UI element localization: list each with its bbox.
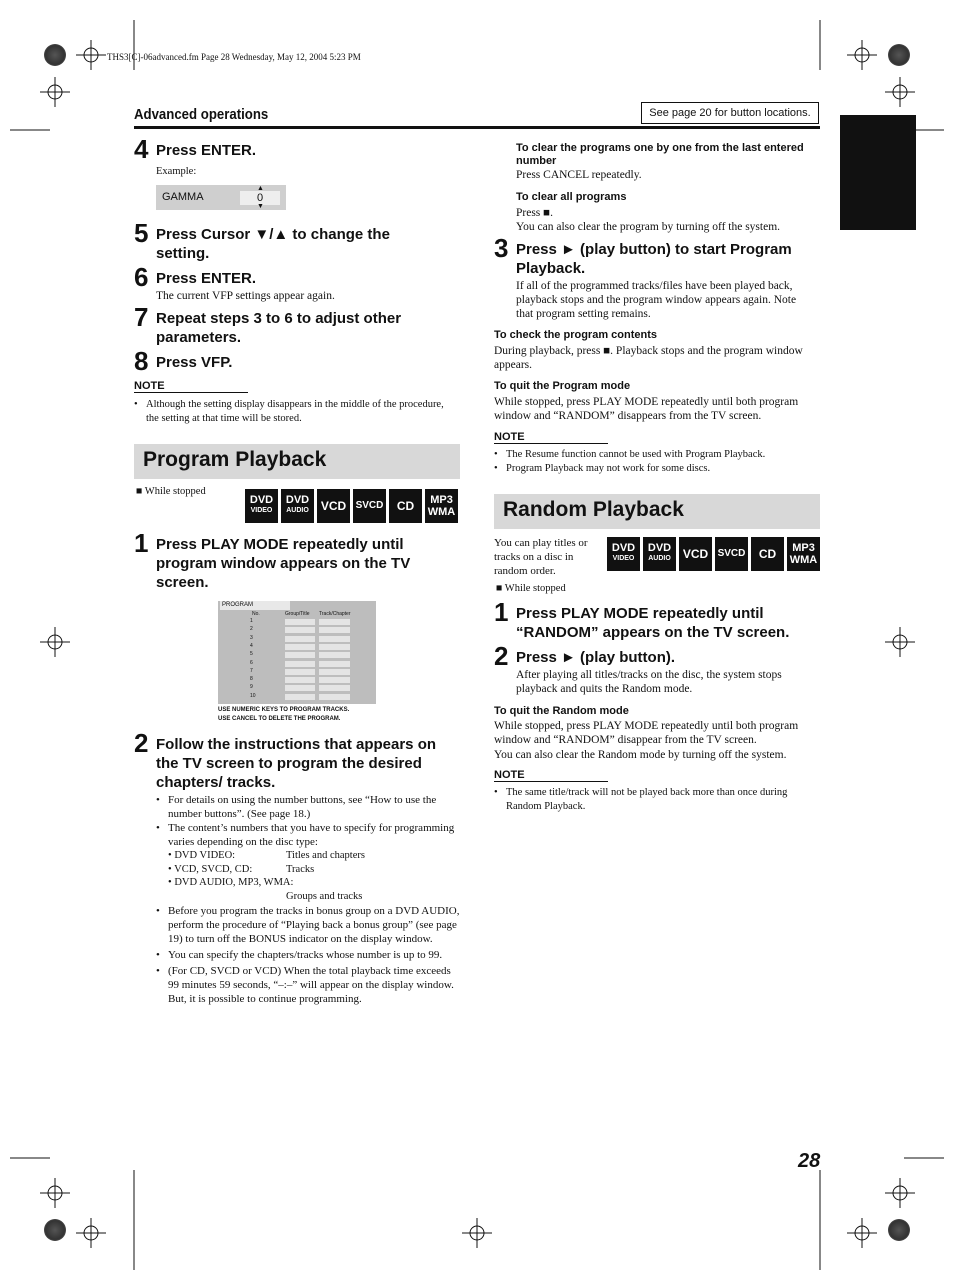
- step-number: 6: [134, 262, 149, 292]
- button-locations-note: See page 20 for button locations.: [641, 102, 819, 124]
- instruction-item: • Before you program the tracks in bonus group on a DVD AUDIO, perform the procedure of “Playing back a bonus group” (see page 19) to turn off the BONUS indicator on the display window.: [156, 904, 461, 946]
- program-footer-line: USE NUMERIC KEYS TO PROGRAM TRACKS.: [218, 707, 350, 713]
- step-number: 1: [494, 597, 509, 627]
- program-row-number: 3: [250, 634, 253, 641]
- header-rule: [134, 126, 820, 129]
- step-text: Press VFP.: [156, 354, 233, 371]
- program-track-cell: [319, 644, 350, 650]
- dvd-audio-icon: DVD AUDIO: [281, 489, 314, 523]
- program-track-cell: [319, 669, 350, 675]
- program-row-number: 2: [250, 626, 253, 633]
- program-row-number: 8: [250, 676, 253, 683]
- vcd-icon: VCD: [679, 537, 712, 571]
- step-number: 1: [134, 528, 149, 558]
- note-item: • The same title/track will not be played back more than once during Random Playback.: [494, 786, 820, 813]
- program-group-cell: [285, 619, 315, 625]
- language-label: English: [852, 232, 869, 287]
- program-group-cell: [285, 636, 315, 642]
- step-text: Press ► (play button).: [516, 649, 676, 666]
- step-text: Press PLAY MODE repeatedly until program window appears on the TV screen.: [156, 536, 411, 591]
- step-subtext: After playing all titles/tracks on the disc, the system stops playback and quits the Random mode.: [516, 669, 782, 695]
- page-number: 28: [798, 1150, 821, 1172]
- note-list: [494, 448, 820, 475]
- program-screen: [218, 601, 376, 704]
- note-item: • Although the setting display disappears in the middle of the procedure, the setting at that time will be stored.: [134, 398, 444, 425]
- random-playback-title: Random Playback: [503, 498, 684, 521]
- down-arrow-icon: ▼: [257, 202, 264, 210]
- quit-random-body: While stopped, press PLAY MODE repeatedly until both program window and “RANDOM” disappear from the TV screen.: [494, 720, 799, 746]
- instruction-item: • For details on using the number buttons, see “How to use the number buttons”. (See page 18.): [156, 793, 461, 821]
- program-track-cell: [319, 694, 350, 700]
- instruction-item: • The content’s numbers that you have to specify for programming varies depending on the disc type:: [156, 821, 461, 849]
- program-footer: [218, 706, 349, 724]
- random-intro: You can play titles or tracks on a disc in random order.: [494, 537, 588, 577]
- gamma-value: 0: [240, 191, 280, 205]
- quit-random-body: You can also clear the Random mode by turning off the system.: [494, 749, 787, 761]
- gamma-label: GAMMA: [162, 191, 204, 203]
- note-label: NOTE: [134, 380, 248, 393]
- dvd-audio-icon: DVD AUDIO: [643, 537, 676, 571]
- quit-program-body: While stopped, press PLAY MODE repeatedly until both program window and “RANDOM” disappears from the TV screen.: [494, 396, 799, 422]
- program-group-cell: [285, 669, 315, 675]
- program-instructions: [156, 793, 461, 1006]
- program-track-cell: [319, 627, 350, 633]
- note-item: • Program Playback may not work for some discs.: [494, 462, 820, 476]
- program-track-cell: [319, 619, 350, 625]
- program-row-number: 10: [250, 692, 256, 699]
- program-group-cell: [285, 685, 315, 691]
- step-subtext: The current VFP settings appear again.: [156, 290, 335, 302]
- step-text: Press PLAY MODE repeatedly until “RANDOM” appears on the TV screen.: [516, 605, 790, 641]
- program-group-cell: [285, 652, 315, 658]
- step-text: Follow the instructions that appears on the TV screen to program the desired chapters/ tracks.: [156, 736, 437, 791]
- program-footer-line: USE CANCEL TO DELETE THE PROGRAM.: [218, 716, 341, 722]
- note-label: NOTE: [494, 431, 608, 444]
- step-number: 4: [134, 134, 149, 164]
- language-tab: [840, 115, 916, 287]
- file-info: THS3[C]-06advanced.fm Page 28 Wednesday, May 12, 2004 5:23 PM: [107, 52, 361, 62]
- program-row-number: 4: [250, 642, 253, 649]
- program-group-cell: [285, 627, 315, 633]
- up-arrow-icon: ▲: [257, 184, 264, 192]
- step-text: Press ► (play button) to start Program Playback.: [516, 241, 792, 277]
- program-track-cell: [319, 636, 350, 642]
- program-group-cell: [285, 694, 315, 700]
- program-track-cell: [319, 677, 350, 683]
- while-stopped-label: ■ While stopped: [136, 486, 206, 497]
- program-playback-banner: [134, 444, 460, 479]
- step-number: 7: [134, 302, 149, 332]
- program-group-cell: [285, 644, 315, 650]
- program-row-number: 6: [250, 659, 253, 666]
- quit-random-heading: To quit the Random mode: [494, 705, 629, 717]
- col-track: Track/Chapter: [319, 611, 351, 617]
- random-playback-banner: [494, 494, 820, 529]
- program-row-number: 7: [250, 667, 253, 674]
- while-stopped-label: ■ While stopped: [496, 583, 566, 594]
- step-number: 2: [494, 641, 509, 671]
- program-track-cell: [319, 685, 350, 691]
- check-body: During playback, press ■. Playback stops and the program window appears.: [494, 345, 803, 371]
- step-text: Press ENTER.: [156, 270, 257, 287]
- dvd-video-icon: DVD VIDEO: [245, 489, 278, 523]
- step-text: Press ENTER.: [156, 142, 257, 159]
- program-row-number: 9: [250, 684, 253, 691]
- step-text: Repeat steps 3 to 6 to adjust other parameters.: [156, 310, 402, 346]
- program-track-cell: [319, 652, 350, 658]
- check-heading: To check the program contents: [494, 329, 657, 341]
- instruction-item: • (For CD, SVCD or VCD) When the total playback time exceeds 99 minutes 59 seconds, “–:–” will appear on the display window. But, it is possible to continue programming.: [156, 964, 461, 1006]
- program-group-cell: [285, 661, 315, 667]
- clear-one-body: Press CANCEL repeatedly.: [516, 169, 642, 181]
- col-no: No.: [252, 611, 260, 617]
- note-list: [494, 786, 820, 813]
- step-text: Press Cursor ▼/▲ to change the setting.: [156, 226, 390, 262]
- quit-program-heading: To quit the Program mode: [494, 380, 631, 392]
- step-number: 3: [494, 233, 509, 263]
- cd-icon: CD: [751, 537, 784, 571]
- mp3-wma-icon: MP3 WMA: [787, 537, 820, 571]
- vcd-icon: VCD: [317, 489, 350, 523]
- program-group-cell: [285, 677, 315, 683]
- step-number: 8: [134, 346, 149, 376]
- program-screen-title: PROGRAM: [220, 601, 290, 610]
- col-group: Group/Title: [285, 611, 310, 617]
- note-label: NOTE: [494, 769, 608, 782]
- program-row-number: 1: [250, 618, 253, 624]
- note-list: [134, 398, 444, 425]
- clear-all-body: Press ■.: [516, 207, 553, 219]
- mp3-wma-icon: MP3 WMA: [425, 489, 458, 523]
- step-subtext: If all of the programmed tracks/files have been played back, playback stops and the program window appears again. Note that program setting remains.: [516, 280, 797, 320]
- svcd-icon: SVCD: [353, 489, 386, 523]
- dvd-video-icon: DVD VIDEO: [607, 537, 640, 571]
- clear-one-heading: To clear the programs one by one from the last entered number: [516, 142, 804, 167]
- clear-all-heading: To clear all programs: [516, 191, 627, 203]
- gamma-setting-display: [156, 185, 286, 210]
- disc-type-list: • DVD VIDEO: Titles and chapters • VCD, SVCD, CD: Tracks • DVD AUDIO, MP3, WMA: Groups and tracks: [168, 850, 365, 902]
- clear-all-body: You can also clear the program by turning off the system.: [516, 221, 781, 233]
- step-number: 5: [134, 218, 149, 248]
- section-heading: Advanced operations: [134, 106, 269, 123]
- program-row-number: 5: [250, 651, 253, 658]
- instruction-item: • You can specify the chapters/tracks whose number is up to 99.: [156, 948, 461, 962]
- step-number: 2: [134, 728, 149, 758]
- example-label: Example:: [156, 166, 197, 177]
- note-item: • The Resume function cannot be used with Program Playback.: [494, 448, 820, 462]
- program-track-cell: [319, 661, 350, 667]
- svcd-icon: SVCD: [715, 537, 748, 571]
- cd-icon: CD: [389, 489, 422, 523]
- program-playback-title: Program Playback: [143, 448, 327, 471]
